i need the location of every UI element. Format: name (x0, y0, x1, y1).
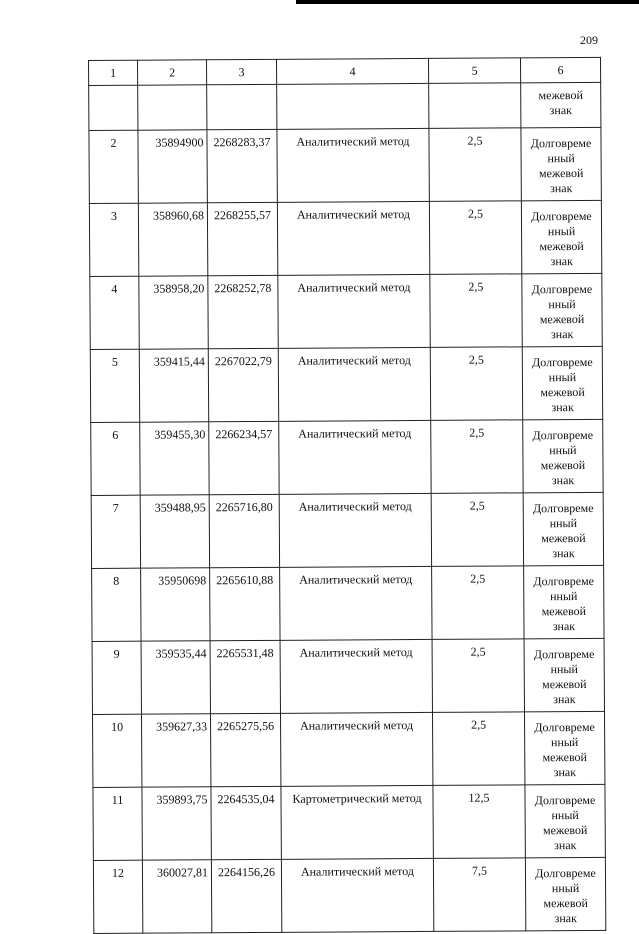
description-line: межевой (541, 603, 587, 619)
description-line: нный (550, 589, 578, 604)
description-line: знак (549, 103, 573, 118)
x-coordinate-cell: 35894900 (138, 130, 207, 203)
description-line: знак (553, 765, 577, 780)
empty-cell (138, 85, 207, 130)
x-coordinate-cell: 358958,20 (139, 276, 208, 349)
table-row (89, 127, 601, 203)
description-cell (525, 784, 605, 857)
description-cell (525, 857, 605, 930)
method-cell: Аналитический метод (279, 420, 431, 494)
description-line: знак (552, 619, 576, 634)
y-coordinate-cell: 2267022,79 (208, 348, 278, 421)
accuracy-cell: 2,5 (432, 712, 524, 786)
description-cell (523, 492, 603, 565)
continuation-row (89, 82, 601, 130)
description-line: Долговреме (531, 281, 593, 297)
x-coordinate-cell: 35950698 (141, 568, 210, 641)
method-cell: Аналитический метод (280, 566, 432, 640)
description-line: межевой (539, 238, 584, 254)
y-coordinate-cell: 2266234,57 (209, 421, 279, 494)
accuracy-cell: 2,5 (431, 493, 523, 567)
description-line: нный (547, 151, 575, 166)
header-cell: 3 (207, 59, 277, 84)
top-edge-rule (296, 0, 639, 4)
method-cell: Аналитический метод (277, 128, 429, 202)
description-line: межевой (543, 895, 588, 911)
point-number-cell: 7 (91, 495, 140, 568)
x-coordinate-cell: 359627,33 (141, 714, 210, 787)
point-number-cell: 2 (89, 130, 138, 203)
x-coordinate-cell: 359455,30 (140, 422, 209, 495)
description-cell (524, 711, 604, 784)
description-line: знак (551, 400, 574, 415)
description-line: знак (550, 327, 574, 342)
description-line: нный (551, 881, 580, 896)
y-coordinate-cell: 2264156,26 (211, 859, 281, 932)
table-row (89, 200, 601, 276)
point-number-cell: 12 (93, 860, 142, 933)
description-line: межевой (540, 384, 585, 400)
description-line: Долговреме (532, 354, 593, 370)
accuracy-cell: 2,5 (432, 639, 524, 713)
point-number-cell: 5 (90, 349, 139, 422)
y-coordinate-cell: 2265531,48 (210, 640, 280, 713)
table-row (92, 711, 604, 787)
description-line: Долговреме (532, 500, 594, 516)
method-cell: Аналитический метод (281, 858, 433, 932)
description-line: знак (551, 473, 575, 488)
description-line: межевой (540, 457, 586, 473)
x-coordinate-cell: 359535,44 (141, 641, 210, 714)
x-coordinate-cell: 360027,81 (142, 860, 211, 933)
table-row (93, 857, 605, 933)
point-number-cell: 9 (92, 641, 141, 714)
description-cell (524, 565, 604, 638)
description-line: Долговреме (534, 719, 595, 735)
method-cell: Аналитический метод (280, 712, 432, 786)
method-cell: Картометрический метод (281, 785, 433, 859)
method-cell: Аналитический метод (279, 493, 431, 567)
continuation-description-cell (521, 82, 601, 127)
description-line: знак (550, 254, 573, 269)
accuracy-cell: 2,5 (429, 128, 521, 202)
empty-cell (277, 83, 429, 129)
table-row (92, 638, 604, 714)
empty-cell (89, 85, 138, 130)
y-coordinate-cell: 2264535,04 (211, 786, 281, 859)
description-line: нный (550, 735, 579, 750)
y-coordinate-cell: 2265716,80 (209, 494, 279, 567)
accuracy-cell: 2,5 (430, 274, 522, 348)
accuracy-cell: 7,5 (433, 858, 525, 932)
description-line: Долговреме (534, 792, 596, 808)
table-row (91, 492, 603, 568)
description-line: нный (549, 443, 577, 458)
description-cell (521, 200, 601, 273)
header-cell: 1 (89, 60, 138, 85)
description-line: Долговреме (533, 573, 595, 589)
description-cell (524, 638, 604, 711)
coordinates-table-wrapper (88, 57, 605, 934)
description-line: знак (550, 181, 573, 196)
x-coordinate-cell: 359488,95 (140, 495, 209, 568)
x-coordinate-cell: 358960,68 (138, 203, 207, 276)
description-line: межевой (542, 676, 587, 692)
accuracy-cell: 2,5 (429, 201, 521, 275)
point-number-cell: 6 (91, 422, 140, 495)
description-cell (522, 346, 602, 419)
empty-cell (429, 83, 521, 129)
y-coordinate-cell: 2265610,88 (210, 567, 280, 640)
description-line: знак (554, 838, 577, 853)
y-coordinate-cell: 2268283,37 (207, 129, 277, 202)
description-line: межевой (542, 749, 587, 765)
description-line: знак (554, 911, 577, 926)
method-cell: Аналитический метод (280, 639, 432, 713)
description-line: нный (547, 224, 576, 239)
empty-cell (207, 84, 277, 129)
x-coordinate-cell: 359893,75 (142, 787, 211, 860)
description-line: нный (550, 662, 578, 677)
accuracy-cell: 12,5 (433, 785, 525, 859)
point-number-cell: 8 (92, 568, 141, 641)
header-cell: 5 (428, 58, 520, 84)
table-row (93, 784, 605, 860)
point-number-cell: 3 (89, 203, 138, 276)
table-row (92, 565, 604, 641)
table-row (90, 346, 602, 422)
y-coordinate-cell: 2265275,56 (210, 713, 280, 786)
description-line: знак (553, 692, 576, 707)
x-coordinate-cell: 359415,44 (139, 349, 208, 422)
description-line: межевой (542, 822, 588, 838)
header-cell: 4 (276, 58, 428, 84)
point-number-cell: 4 (90, 276, 139, 349)
point-number-cell: 10 (92, 714, 141, 787)
coordinates-table (88, 57, 606, 934)
y-coordinate-cell: 2268252,78 (208, 275, 278, 348)
accuracy-cell: 2,5 (432, 566, 524, 640)
description-line: нный (548, 297, 576, 312)
description-line: Долговреме (535, 865, 596, 881)
description-line: Долговреме (531, 208, 592, 224)
method-cell: Аналитический метод (278, 347, 430, 421)
description-cell (522, 273, 602, 346)
header-cell: 2 (138, 60, 207, 85)
description-line: Долговреме (530, 135, 592, 151)
description-line: Долговреме (533, 646, 595, 662)
page-number: 209 (580, 33, 598, 47)
header-cell: 6 (520, 57, 600, 82)
accuracy-cell: 2,5 (431, 420, 523, 494)
y-coordinate-cell: 2268255,57 (207, 202, 277, 275)
description-line: знак (552, 546, 575, 561)
method-cell: Аналитический метод (277, 201, 429, 275)
description-line: межевой (541, 530, 586, 546)
table-row (91, 419, 603, 495)
point-number-cell: 11 (93, 787, 142, 860)
description-cell (523, 419, 603, 492)
description-line: межевой (538, 165, 584, 181)
table-row (90, 273, 602, 349)
description-line: нный (548, 370, 577, 385)
description-line: нный (551, 808, 579, 823)
description-line: межевой (539, 311, 585, 327)
header-row (89, 57, 601, 85)
description-line: межевой (538, 87, 583, 103)
method-cell: Аналитический метод (278, 274, 430, 348)
description-cell (521, 127, 601, 200)
description-line: Долговреме (532, 427, 594, 443)
description-line: нный (549, 516, 578, 531)
accuracy-cell: 2,5 (430, 347, 522, 421)
